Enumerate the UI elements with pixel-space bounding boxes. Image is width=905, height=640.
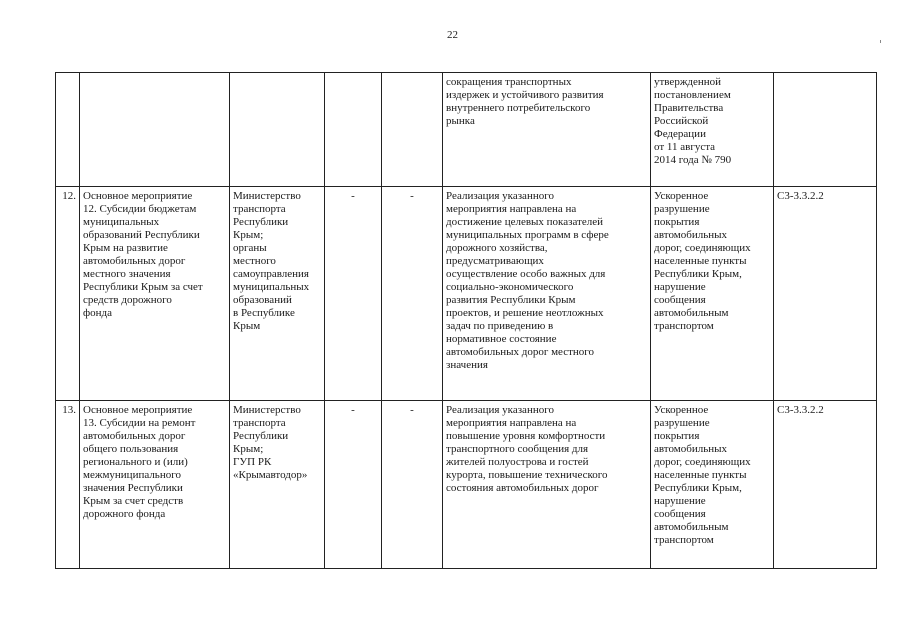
table-row (56, 401, 877, 569)
consequences: Ускоренное разрушение покрытия автомобильных дорог, соединяющих населенные пункты Республики Крым, нарушение сообщения автомобильным транспортом (651, 187, 774, 401)
start-date: - (325, 401, 382, 569)
consequences: утвержденной постановлением Правительства Российской Федерации от 11 августа 2014 года № 790 (651, 73, 774, 187)
end-date: - (382, 187, 443, 401)
row-number: 13. (56, 401, 80, 569)
start-date (325, 73, 382, 187)
indicator-link (774, 73, 877, 187)
page-number: 22 (447, 29, 458, 41)
expected-result: сокращения транспортных издержек и устойчивого развития внутреннего потребительского рынка (443, 73, 651, 187)
end-date: - (382, 401, 443, 569)
row-number (56, 73, 80, 187)
consequences: Ускоренное разрушение покрытия автомобильных дорог, соединяющих населенные пункты Республики Крым, нарушение сообщения автомобильным транспортом (651, 401, 774, 569)
measure-name: Основное мероприятие 13. Субсидии на ремонт автомобильных дорог общего пользования регионального и (или) межмуниципального значения Республики Крым за счет средств дорожного фонда (80, 401, 230, 569)
executor: Министерство транспорта Республики Крым; ГУП РК «Крымавтодор» (230, 401, 325, 569)
measure-name: Основное мероприятие 12. Субсидии бюджетам муниципальных образований Республики Крым на развитие автомобильных дорог местного значения Республики Крым за счет средств дорожного фонда (80, 187, 230, 401)
expected-result: Реализация указанного мероприятия направлена на достижение целевых показателей муниципальных программ в сфере дорожного хозяйства, предусматривающих осуществление особо важных для социально-экономического развития Республики Крым проектов, и решение неотложных задач по приведению в нормативное состояние автомобильных дорог местного значения (443, 187, 651, 401)
end-date (382, 73, 443, 187)
table-row (56, 73, 877, 187)
table-row (56, 187, 877, 401)
indicator-link: С3-3.3.2.2 (774, 401, 877, 569)
margin-mark (880, 40, 881, 43)
executor (230, 73, 325, 187)
executor: Министерство транспорта Республики Крым; органы местного самоуправления муниципальных образований в Республике Крым (230, 187, 325, 401)
measures-table (55, 72, 877, 569)
row-number: 12. (56, 187, 80, 401)
expected-result: Реализация указанного мероприятия направлена на повышение уровня комфортности транспортного сообщения для жителей полуострова и гостей курорта, повышение технического состояния автомобильных дорог (443, 401, 651, 569)
indicator-link: С3-3.3.2.2 (774, 187, 877, 401)
measure-name (80, 73, 230, 187)
start-date: - (325, 187, 382, 401)
